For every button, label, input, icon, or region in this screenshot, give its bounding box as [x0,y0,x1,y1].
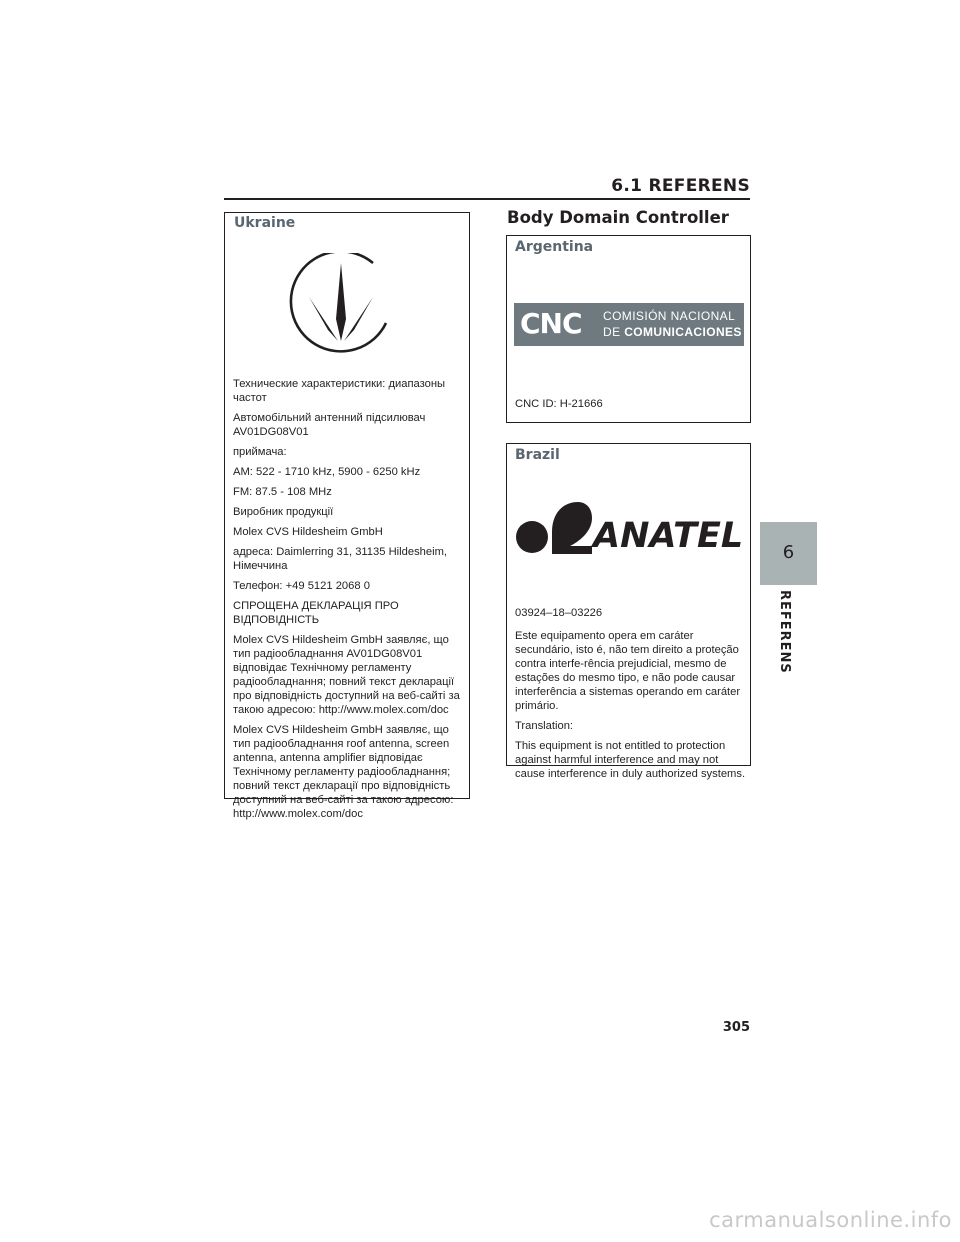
ukraine-title: Ukraine [234,215,296,231]
ukraine-paragraph: AM: 522 - 1710 kHz, 5900 - 6250 kHz [233,466,421,478]
ukraine-paragraph: приймача: [233,446,287,458]
ukraine-paragraph: Molex CVS Hildesheim GmbH заявляє, що тип радіообладнання roof antenna, screen antenna, antenna amplifier відповідає Технічному регламенту радіообладнання; повний текст декларації про відповідність доступний на веб-сайті за такою адресою: http://www.molex.com/doc [233,724,454,820]
ukraine-paragraph: СПРОЩЕНА ДЕКЛАРАЦІЯ ПРО ВІДПОВІДНІСТЬ [233,600,399,626]
cnc-id: CNC ID: H-21666 [515,398,603,410]
page-header-title: 6.1 REFERENS [611,176,750,196]
brazil-box [506,443,751,780]
ukraine-text [233,377,465,827]
header-rule [224,198,750,200]
ukraine-paragraph: Технические характеристики: диапазоны частот [233,378,446,404]
ukraine-paragraph: FM: 87.5 - 108 MHz [233,486,332,498]
cnc-logo-line2-bold: COMUNICACIONES [624,325,742,339]
brazil-paragraph: Translation: [515,720,574,732]
chapter-tab-number: 6 [782,542,795,563]
argentina-box [506,235,751,423]
cnc-logo-letters: CNC [520,307,582,340]
ukraine-paragraph: адреса: Daimlerring 31, 31135 Hildesheim, Німеччина [233,546,448,572]
page-number: 305 [722,1020,750,1035]
brazil-paragraph: Este equipamento opera em caráter secundário, isto é, não tem direito a proteção contra interfe-rência prejudicial, mesmo de estações do mesmo tipo, e não pode causar interferência a sistemas operando em caráter primário. [515,630,741,712]
ukraine-paragraph: Автомобільний антенний підсилювач AV01DG08V01 [233,412,426,438]
chapter-tab [760,522,817,585]
anatel-emblem [514,500,592,555]
ukraine-conformity-mark [285,253,397,365]
ukraine-paragraph: Molex CVS Hildesheim GmbH [233,526,383,538]
cnc-logo-line2 [603,325,742,339]
chapter-side-label: REFERENS [777,590,792,674]
argentina-title: Argentina [515,239,594,255]
anatel-code: 03924–18–03226 [515,607,603,619]
brazil-text [515,606,747,787]
brazil-title: Brazil [515,447,560,463]
ukraine-paragraph: Molex CVS Hildesheim GmbH заявляє, що тип радіообладнання AV01DG08V01 відповідає Технічному регламенту радіообладнання; повний текст декларації про відповідність доступний на веб-сайті за такою адресою: http://www.molex.com/doc [233,634,460,716]
cnc-logo-line2-prefix: DE [603,325,625,339]
brazil-paragraph: This equipment is not entitled to protection against harmful interference and may not cause interference in duly authorized systems. [515,740,746,780]
cnc-logo-line1: COMISIÓN NACIONAL [603,309,736,323]
ukraine-paragraph: Виробник продукції [233,506,334,518]
anatel-wordmark: ANATEL [593,516,744,556]
section-heading: Body Domain Controller [507,208,729,227]
watermark: carmanualsonline.info [709,1208,952,1232]
ukraine-paragraph: Телефон: +49 5121 2068 0 [233,580,370,592]
ukraine-box [224,212,470,820]
cnc-logo [514,303,744,346]
